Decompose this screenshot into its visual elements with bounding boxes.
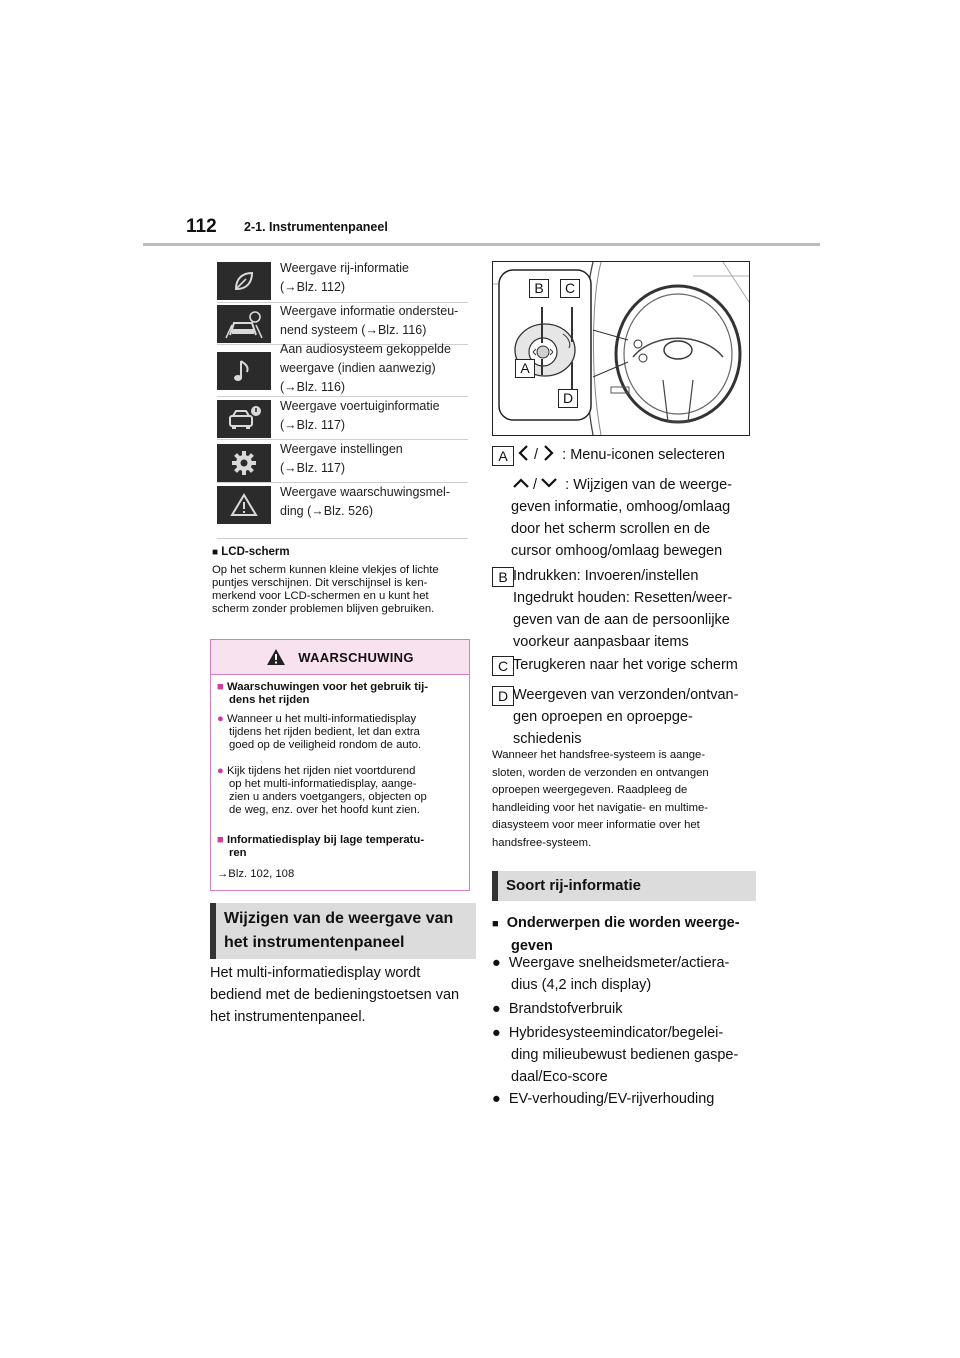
chevron-right-icon [542,445,554,461]
callout-b: B [529,279,549,298]
callout-a: A [515,359,535,378]
label-d: D [492,686,514,706]
soort-banner: Soort rij-informatie [492,871,756,901]
display-label-6: Weergave waarschuwingsmel- ding (→Blz. 526) [280,485,450,518]
callout-c: C [560,279,580,298]
gear-icon [217,444,271,482]
vehicle-info-icon [217,400,271,438]
chevron-down-icon [541,477,557,489]
label-c: C [492,656,514,676]
warning-title: WAARSCHUWING [298,649,414,665]
warning-triangle-icon [266,648,286,666]
display-label-5: Weergave instellingen (→Blz. 117) [280,442,403,475]
legend-a-line2: / : Wijzigen van de weerge- [513,474,753,496]
callout-d: D [558,389,578,408]
warning-header [211,640,469,675]
display-label-4: Weergave voertuiginformatie (→Blz. 117) [280,399,440,432]
legend-a-text: geven informatie, omhoog/omlaag door het scherm scrollen en de cursor omhoog/omlaag bewegen [511,499,731,559]
lcd-heading: ■ LCD-scherm [212,546,290,558]
warning-box [210,639,470,891]
warning-triangle-icon [217,486,271,524]
warning-bullet-1: ● Wanneer u het multi-informatiedisplay tijdens het rijden bedient, let dan extra goed op de veiligheid rondom de auto. [217,713,422,751]
label-a: A [492,446,514,466]
driver-assist-icon [217,305,271,343]
handsfree-note: Wanneer het handsfree-systeem is aange- sloten, worden de verzonden en ontvangen oproepen weergegeven. Raadpleeg de handleiding voor het navigatie- en multime- diasysteem voor meer informatie over het handsfree-systeem. [492,749,709,849]
legend-b-text: Indrukken: Invoeren/instellen Ingedrukt houden: Resetten/weer- geven van de aan de persoonlijke voorkeur aanpasbaar items [513,568,733,650]
list-item: ● Hybridesysteemindicator/begelei- ding milieubewust bedienen gaspe- daal/Eco-score [492,1025,739,1085]
section-title: 2-1. Instrumentenpaneel [244,220,388,234]
change-banner: Wijzigen van de weergave van het instrumentenpaneel [210,903,476,959]
display-label-3: Aan audiosysteem gekoppelde weergave (indien aanwezig) (→Blz. 116) [280,342,451,394]
chevron-left-icon [518,445,530,461]
warning-heading-1: ■ Waarschuwingen voor het gebruik tij- dens het rijden [217,681,429,706]
steering-wheel-diagram [492,261,750,436]
list-item: ● Brandstofverbruik [492,1001,623,1017]
list-item: ● Weergave snelheidsmeter/actiera- dius (4,2 inch display) [492,955,730,993]
change-text: Het multi-informatiedisplay wordt bediend met de bedieningstoetsen van het instrumentenpaneel. [210,965,460,1025]
lcd-text: Op het scherm kunnen kleine vlekjes of lichte puntjes verschijnen. Dit verschijnsel is ken- merkend voor LCD-schermen en u kunt het scherm zonder problemen blijven gebruiken. [212,564,439,615]
topics-heading: ■ Onderwerpen die worden weerge- geven [492,915,740,954]
divider [217,538,468,539]
display-label-2: Weergave informatie ondersteu- nend systeem (→Blz. 116) [280,304,459,337]
warning-bullet-2: ● Kijk tijdens het rijden niet voortdurend op het multi-informatiedisplay, aange- zien u anders voetgangers, objecten op de weg, enz. over het hoofd kunt zien. [217,765,427,816]
leaf-icon [217,262,271,300]
legend-d-text: Weergeven van verzonden/ontvan- gen oproepen en oproepge- schiedenis [513,687,739,747]
chevron-up-icon [513,477,529,489]
header-rule [143,243,820,246]
display-label-1: Weergave rij-informatie (→Blz. 112) [280,261,409,294]
warning-reference: →Blz. 102, 108 [217,868,295,880]
legend-c-text: Terugkeren naar het vorige scherm [513,657,738,673]
legend-a-line1: / : Menu-iconen selecteren [518,444,758,466]
list-item: ● EV-verhouding/EV-rijverhouding [492,1091,715,1107]
page-number: 112 [186,216,217,237]
warning-heading-2: ■ Informatiedisplay bij lage temperatu- ren [217,834,425,859]
music-note-icon [217,352,271,390]
label-b: B [492,567,514,587]
